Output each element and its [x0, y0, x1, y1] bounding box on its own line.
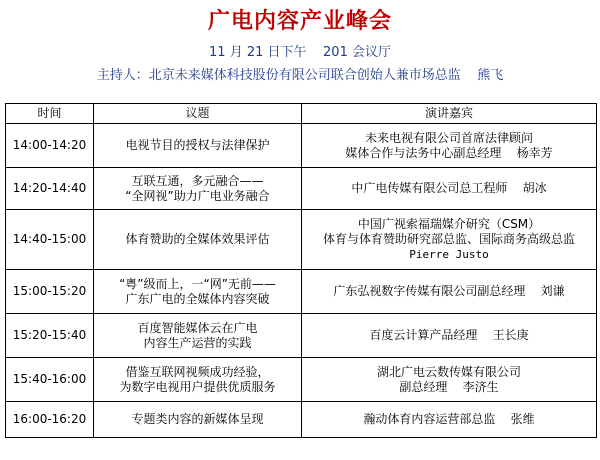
speaker-line: 百度云计算产品经理 王长庚 [369, 328, 529, 342]
topic-line: 电视节目的授权与法律保护 [125, 138, 270, 152]
topic-line: “粤”级而上，一“网”无前—— [119, 276, 276, 291]
speaker-cell [302, 314, 597, 358]
header-topic: 议题 [94, 104, 302, 124]
table-header-row [6, 104, 597, 124]
topic-cell [94, 210, 302, 270]
topic-line: 专题类内容的新媒体呈现 [131, 412, 264, 426]
topic-cell [94, 358, 302, 402]
speaker-line: 体育与体育赞助研究部总监、国际商务高级总监 [322, 232, 575, 246]
speaker-cell [302, 402, 597, 438]
topic-line: 内容生产运营的实践 [143, 335, 252, 350]
speaker-line: 媒体合作与法务中心副总经理 杨幸芳 [345, 145, 553, 160]
time-cell: 15:40-16:00 [6, 358, 94, 402]
topic-cell [94, 124, 302, 168]
time-cell: 14:20-14:40 [6, 168, 94, 210]
page-title: 广电内容产业峰会 [207, 9, 392, 34]
speaker-cell [302, 210, 597, 270]
topic-cell [94, 270, 302, 314]
time-cell: 14:00-14:20 [6, 124, 94, 168]
host-line: 主持人：北京未来媒体科技股份有限公司联合创始人兼市场总监 熊飞 [96, 68, 504, 83]
speaker-cell [302, 270, 597, 314]
table-row [6, 168, 597, 210]
speaker-cell [302, 168, 597, 210]
topic-line: 为数字电视用户提供优质服务 [119, 379, 276, 394]
topic-cell [94, 314, 302, 358]
topic-line: 百度智能媒体云在广电 [137, 320, 258, 335]
table-row [6, 402, 597, 438]
topic-line: 借鉴互联网视频成功经验， [125, 364, 270, 379]
table-row [6, 210, 597, 270]
topic-cell [94, 402, 302, 438]
topic-line: 体育赞助的全媒体效果评估 [125, 232, 270, 246]
speaker-cell [302, 358, 597, 402]
speaker-line: 瀚动体育内容运营部总监 张维 [363, 412, 535, 426]
speaker-line: 副总经理 李济生 [399, 379, 499, 394]
speaker-cell [302, 124, 597, 168]
speaker-line: 中国广视索福瑞媒介研究（CSM） [357, 217, 541, 231]
topic-line: “全网视”助力广电业务融合 [125, 188, 270, 203]
table-row [6, 270, 597, 314]
speaker-line: 未来电视有限公司首席法律顾问 [364, 130, 533, 145]
header-speaker: 演讲嘉宾 [302, 104, 597, 124]
time-cell: 16:00-16:20 [6, 402, 94, 438]
topic-cell [94, 168, 302, 210]
header-time: 时间 [6, 104, 94, 124]
agenda-table [5, 103, 597, 438]
speaker-line: 湖北广电云数传媒有限公司 [376, 364, 521, 379]
time-cell: 15:20-15:40 [6, 314, 94, 358]
table-row [6, 314, 597, 358]
time-cell: 14:40-15:00 [6, 210, 94, 270]
speaker-name: Pierre Justo [409, 248, 489, 261]
topic-line: 互联互通，多元融合—— [131, 173, 264, 188]
table-row [6, 358, 597, 402]
table-row [6, 124, 597, 168]
speaker-line: 中广电传媒有限公司总工程师 胡冰 [351, 181, 547, 195]
topic-line: 广东广电的全媒体内容突破 [125, 291, 270, 306]
time-cell: 15:00-15:20 [6, 270, 94, 314]
speaker-line: 广东弘视数字传媒有限公司副总经理 刘谦 [333, 284, 565, 298]
date-venue: 11 月 21 日下午 201 会议厅 [209, 45, 391, 60]
